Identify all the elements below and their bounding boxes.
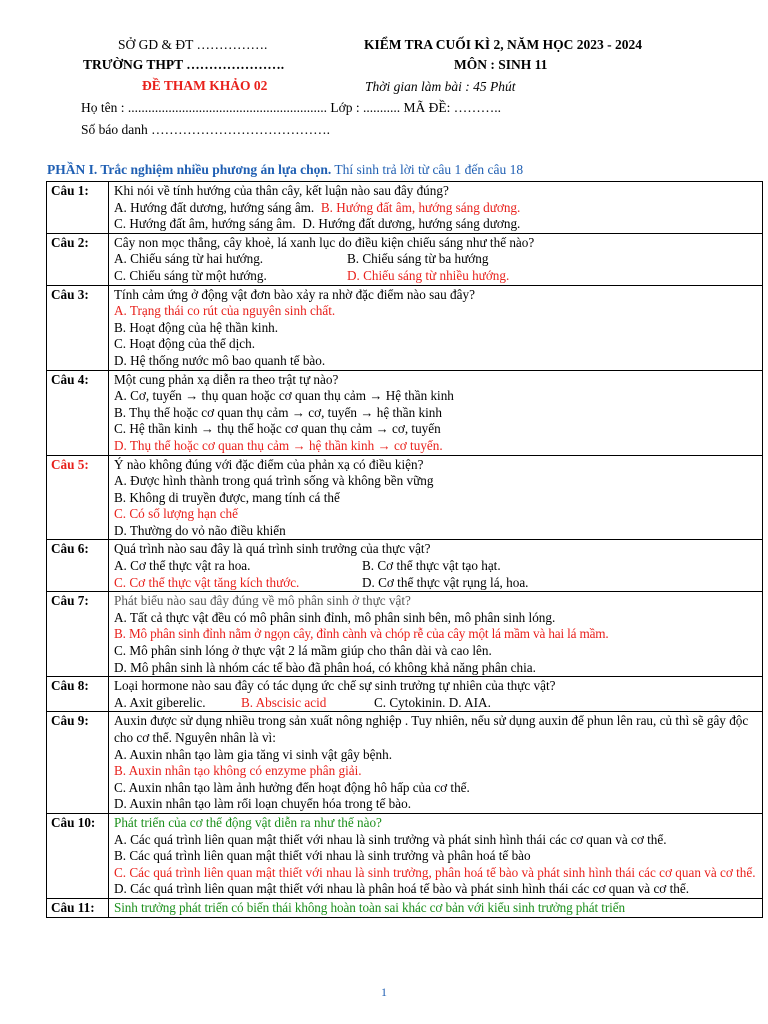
option-b: B. Không di truyền được, mang tính cá thể bbox=[114, 489, 340, 505]
option-a: A. Được hình thành trong quá trình sống và không bền vững bbox=[114, 473, 434, 489]
option-b: B. Chiếu sáng từ ba hướng bbox=[347, 251, 489, 267]
option-a: A. Hướng đất dương, hướng sáng âm. bbox=[114, 199, 315, 215]
question-number: Câu 11: bbox=[47, 898, 109, 917]
option-a: A. Cơ thể thực vật ra hoa. bbox=[114, 558, 251, 574]
exam-code-label: ĐỀ THAM KHẢO 02 bbox=[142, 78, 268, 93]
option-a: A. Các quá trình liên quan mật thiết với nhau là sinh trưởng và phát sinh hình thái các cơ quan và cơ thể. bbox=[114, 831, 667, 847]
option-b: B. Các quá trình liên quan mật thiết với nhau là sinh trưởng và phân hoá tế bào bbox=[114, 848, 531, 864]
option-c: C. Auxin nhân tạo làm ảnh hưởng đến hoạt động hô hấp của cơ thể. bbox=[114, 779, 470, 795]
question-number: Câu 1: bbox=[47, 182, 109, 234]
question-body bbox=[109, 455, 763, 540]
questions-table bbox=[46, 181, 763, 918]
question-text: Cây non mọc thẳng, cây khoẻ, lá xanh lục do điều kiện chiếu sáng như thế nào? bbox=[114, 234, 535, 250]
option-c: C. Mô phân sinh lóng ở thực vật 2 lá mầm giúp cho thân dài và cao lên. bbox=[114, 643, 492, 659]
option-d: D. Mô phân sinh là nhóm các tế bào đã phân hoá, có không khả năng phân chia. bbox=[114, 659, 536, 675]
option-c: C. Hoạt động của thể dịch. bbox=[114, 336, 255, 352]
options-row bbox=[114, 695, 759, 712]
question-body bbox=[109, 712, 763, 814]
option-b: B. Thụ thể hoặc cơ quan thụ cảm → cơ, tuyến → hệ thần kinh bbox=[114, 404, 442, 420]
option-b: B. Mô phân sinh đỉnh nằm ở ngọn cây, đỉnh cành và chóp rễ của cây một lá mầm và hai lá mầm. bbox=[114, 626, 609, 642]
question-number: Câu 10: bbox=[47, 813, 109, 898]
question-row bbox=[47, 455, 763, 540]
question-number: Câu 6: bbox=[47, 540, 109, 592]
option-d: D. Hệ thống nước mô bao quanh tế bào. bbox=[114, 352, 326, 368]
question-text: Auxin được sử dụng nhiều trong sản xuất nông nghiệp . Tuy nhiên, nếu sử dụng auxin để phun lên rau, củ thì sẽ gây độc cho cơ thể. Nguyên nhân là vì: bbox=[114, 713, 749, 745]
options-row bbox=[114, 558, 759, 575]
options-row bbox=[114, 216, 759, 233]
option-d: D. Cơ thể thực vật rụng lá, hoa. bbox=[362, 574, 529, 590]
question-row bbox=[47, 813, 763, 898]
question-row bbox=[47, 712, 763, 814]
part-title-bold: PHẦN I. Trắc nghiệm nhiều phương án lựa chọn. bbox=[47, 162, 332, 177]
question-number: Câu 9: bbox=[47, 712, 109, 814]
option-c: C. Hướng đất âm, hướng sáng âm. bbox=[114, 216, 296, 232]
option-c: C. Có số lượng hạn chế bbox=[114, 506, 239, 522]
page-number: 1 bbox=[381, 985, 387, 999]
question-body bbox=[109, 540, 763, 592]
option-b: B. Hoạt động của hệ thần kinh. bbox=[114, 319, 279, 335]
option-a: A. Tất cả thực vật đều có mô phân sinh đỉnh, mô phân sinh bên, mô phân sinh lóng. bbox=[114, 609, 556, 625]
question-number: Câu 8: bbox=[47, 677, 109, 712]
question-body bbox=[109, 182, 763, 234]
options-row bbox=[114, 575, 759, 592]
option-a: A. Chiếu sáng từ hai hướng. bbox=[114, 251, 264, 267]
option-a: A. Axit giberelic. bbox=[114, 694, 206, 710]
option-a: A. Auxin nhân tạo làm gia tăng vi sinh vật gây bệnh. bbox=[114, 746, 392, 762]
question-text: Phát triển của cơ thể động vật diễn ra như thế nào? bbox=[114, 814, 382, 830]
school-name: TRƯỜNG THPT …………………. bbox=[83, 57, 285, 72]
options-row bbox=[114, 200, 759, 217]
subject: MÔN : SINH 11 bbox=[454, 57, 548, 72]
question-text: Một cung phản xạ diễn ra theo trật tự nào? bbox=[114, 371, 339, 387]
option-b: B. Hướng đất âm, hướng sáng dương. bbox=[320, 199, 521, 215]
question-body bbox=[109, 370, 763, 455]
question-number: Câu 5: bbox=[47, 455, 109, 540]
question-body bbox=[109, 898, 763, 917]
question-body bbox=[109, 677, 763, 712]
option-c: C. Chiếu sáng từ một hướng. bbox=[114, 267, 267, 283]
option-d: D. Thụ thể hoặc cơ quan thụ cảm → hệ thần kinh → cơ tuyến. bbox=[114, 437, 443, 453]
option-b: B. Cơ thể thực vật tạo hạt. bbox=[362, 558, 501, 574]
option-a: A. Trạng thái co rút của nguyên sinh chất. bbox=[114, 303, 336, 319]
options-row bbox=[114, 251, 759, 268]
option-a: A. Cơ, tuyến → thụ quan hoặc cơ quan thụ cảm → Hệ thần kinh bbox=[114, 388, 454, 404]
school-dept: SỞ GD & ĐT ……………. bbox=[118, 37, 268, 52]
question-body bbox=[109, 233, 763, 285]
question-row bbox=[47, 370, 763, 455]
question-body bbox=[109, 592, 763, 677]
question-number: Câu 7: bbox=[47, 592, 109, 677]
option-cd: C. Cytokinin. D. AIA. bbox=[374, 694, 491, 710]
time-limit: Thời gian làm bài : 45 Phút bbox=[365, 79, 516, 94]
part-title-rest: Thí sinh trả lời từ câu 1 đến câu 18 bbox=[331, 162, 524, 177]
question-body bbox=[109, 813, 763, 898]
question-row bbox=[47, 898, 763, 917]
question-number: Câu 4: bbox=[47, 370, 109, 455]
option-b: B. Auxin nhân tạo không có enzyme phân giải. bbox=[114, 763, 362, 779]
question-text: Khi nói về tính hướng của thân cây, kết luận nào sau đây đúng? bbox=[114, 183, 449, 198]
question-row bbox=[47, 285, 763, 370]
part-title bbox=[47, 162, 523, 178]
option-c: C. Hệ thần kinh → thụ thể hoặc cơ quan thụ cảm → cơ, tuyến bbox=[114, 421, 441, 437]
question-row bbox=[47, 592, 763, 677]
option-d: D. Auxin nhân tạo làm rối loạn chuyển hóa trong tế bào. bbox=[114, 796, 412, 812]
option-d: D. Thường do vỏ não điều khiển bbox=[114, 522, 286, 538]
question-text: Tính cảm ứng ở động vật đơn bào xảy ra nhờ đặc điểm nào sau đây? bbox=[114, 286, 475, 302]
options-row bbox=[114, 268, 759, 285]
question-row bbox=[47, 233, 763, 285]
question-body bbox=[109, 285, 763, 370]
question-text: Quá trình nào sau đây là quá trình sinh trưởng của thực vật? bbox=[114, 541, 431, 557]
question-row bbox=[47, 677, 763, 712]
question-number: Câu 2: bbox=[47, 233, 109, 285]
question-text: Phát biểu nào sau đây đúng về mô phân sinh ở thực vật? bbox=[114, 593, 411, 609]
option-c: C. Cơ thể thực vật tăng kích thước. bbox=[114, 574, 300, 590]
question-row bbox=[47, 182, 763, 234]
student-id-line: Số báo danh …………………………………. bbox=[81, 122, 330, 137]
question-row bbox=[47, 540, 763, 592]
name-class-line: Họ tên : ........................................................... Lớp : ........... MÃ ĐỀ: ……….. bbox=[81, 100, 502, 115]
question-text: Ý nào không đúng với đặc điểm của phản xạ có điều kiện? bbox=[114, 456, 424, 472]
question-text: Sinh trưởng phát triển có biến thái không hoàn toàn sai khác cơ bản với kiểu sinh trưởng phát triển bbox=[114, 899, 625, 915]
question-text: Loại hormone nào sau đây có tác dụng ức chế sự sinh trưởng tự nhiên của thực vật? bbox=[114, 678, 556, 694]
option-d: D. Các quá trình liên quan mật thiết với nhau là phân hoá tế bào và phát sinh hình thái các cơ quan và cơ thể. bbox=[114, 881, 689, 897]
question-number: Câu 3: bbox=[47, 285, 109, 370]
option-d: D. Chiếu sáng từ nhiều hướng. bbox=[347, 267, 510, 283]
option-d: D. Hướng đất dương, hướng sáng dương. bbox=[302, 216, 521, 232]
exam-title: KIỂM TRA CUỐI KÌ 2, NĂM HỌC 2023 - 2024 bbox=[364, 37, 643, 52]
option-c: C. Các quá trình liên quan mật thiết với nhau là sinh trưởng, phân hoá tế bào và phát sinh hình thái các cơ quan và cơ thể. bbox=[114, 864, 756, 880]
option-b: B. Abscisic acid bbox=[241, 694, 327, 710]
